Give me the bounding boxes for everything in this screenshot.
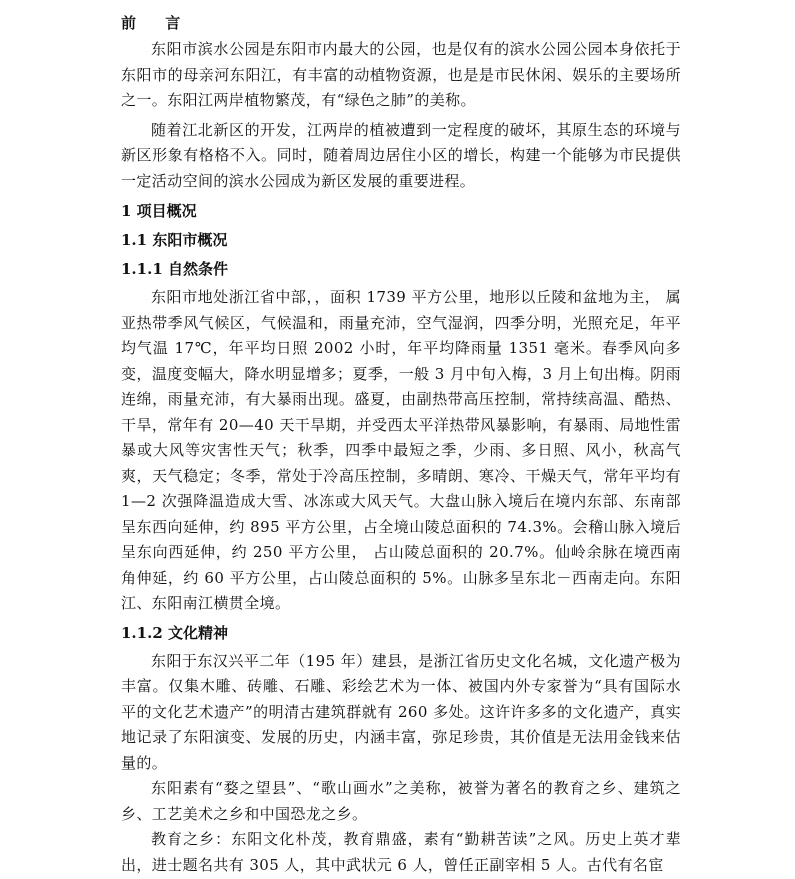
section-heading-1-1: 1.1 东阳市概况 bbox=[121, 231, 228, 249]
preface-paragraph-1: 东阳市滨水公园是东阳市内最大的公园，也是仅有的滨水公园公园本身依托于东阳市的母亲河东阳江，有丰富的动植物资源，也是是市民休闲、娱乐的主要场所之一。东阳江两岸植物繁茂，有“绿色之肺”的美称。 bbox=[121, 40, 681, 109]
section-heading-1: 1 项目概况 bbox=[121, 202, 197, 220]
culture-paragraph-2: 东阳素有“婺之望县”、“歌山画水”之美称，被誉为著名的教育之乡、建筑之乡、工艺美术之乡和中国恐龙之乡。 bbox=[121, 779, 681, 823]
culture-paragraph-1: 东阳于东汉兴平二年（195 年）建县，是浙江省历史文化名城，文化遗产极为丰富。仅集木雕、砖雕、石雕、彩绘艺术为一体、被国内外专家誉为“具有国际水平的文化艺术遗产”的明清古建筑群就有 260 多处。这许许多多的文化遗产，真实地记录了东阳演变、发展的历史，内涵丰富，弥足珍贵，其价值是无法用金钱来估量的。 bbox=[121, 651, 681, 772]
section-heading-1-1-2: 1.1.2 文化精神 bbox=[121, 623, 228, 642]
natural-conditions-paragraph: 东阳市地处浙江省中部，，面积 1739 平方公里，地形以丘陵和盆地为主， 属亚热带季风气候区，气候温和，雨量充沛，空气湿润，四季分明，光照充足，年平均气温 17℃，年平均日照 2002 小时，年平均降雨量 1351 毫米。春季风向多变，温度变幅大，降水明显增多；夏季，一般 3 月中旬入梅，3 月上旬出梅。阴雨连绵，雨量充沛，有大暴雨出现。盛夏，由副热带高压控制，常持续高温、酷热、干旱，常年有 20—40 天干旱期，并受西太平洋热带风暴影响，有暴雨、局地性雷暴或大风等灾害性天气；秋季，四季中最短之季，少雨、多日照、风小，秋高气爽，天气稳定；冬季，常处于冷高压控制，多晴朗、寒冷、干燥天气，常年平均有 1—2 次强降温造成大雪、冰冻或大风天气。大盘山脉入境后在境内东部、东南部呈东西向延伸，约 895 平方公里，占全境山陵总面积的 74.3%。会稽山脉入境后呈东向西延伸，约 250 平方公里， 占山陵总面积的 20.7%。仙岭余脉在境西南角伸延，约 60 平方公里，占山陵总面积的 5%。山脉多呈东北－西南走向。东阳江、东阳南江横贯全境。 bbox=[121, 288, 681, 612]
culture-paragraph-3: 教育之乡：东阳文化朴茂，教育鼎盛，素有“勤耕苦读”之风。历史上英才辈出，进士题名共有 305 人，其中武状元 6 人，曾任正副宰相 5 人。古代有名宦 bbox=[121, 830, 681, 874]
preface-paragraph-2: 随着江北新区的开发，江两岸的植被遭到一定程度的破坏，其原生态的环境与新区形象有格格不入。同时，随着周边居住小区的增长，构建一个能够为市民提供一定活动空间的滨水公园成为新区发展的重要进程。 bbox=[121, 120, 681, 190]
preface-heading: 前 言 bbox=[121, 14, 193, 32]
document-page bbox=[121, 10, 681, 878]
section-heading-1-1-1: 1.1.1 自然条件 bbox=[121, 260, 228, 278]
